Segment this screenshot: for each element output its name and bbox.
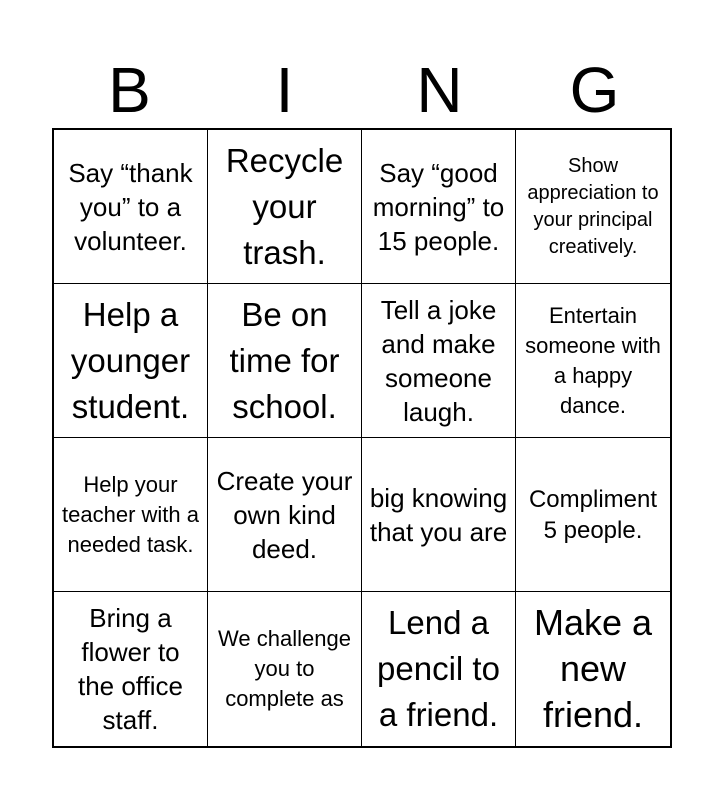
bingo-cell[interactable] (208, 130, 362, 284)
bingo-cell[interactable] (362, 592, 516, 746)
cell-text: Tell a joke and make someone laugh. (380, 294, 497, 427)
header-letter-g: G (569, 54, 620, 126)
bingo-cell[interactable] (54, 592, 208, 746)
bingo-cell[interactable] (208, 438, 362, 592)
bingo-cell[interactable] (208, 284, 362, 438)
cell-text: Say “thank you” to a volunteer. (68, 157, 193, 256)
cell-text: Recycle your trash. (225, 141, 344, 271)
bingo-board (52, 128, 672, 748)
cell-text: Say “good morning” to 15 people. (372, 157, 505, 256)
header-letter-b: B (108, 54, 151, 126)
cell-text: We challenge you to complete as (218, 626, 351, 711)
bingo-cell[interactable] (516, 284, 670, 438)
cell-text: Create your own kind deed. (216, 465, 353, 564)
cell-text: Entertain someone with a happy dance. (525, 302, 661, 418)
bingo-cell[interactable] (516, 438, 670, 592)
cell-text: Compliment 5 people. (528, 485, 658, 544)
bingo-header (52, 52, 672, 128)
cell-text: Be on time for school. (229, 295, 340, 425)
bingo-cell[interactable] (362, 130, 516, 284)
cell-text: Make a new friend. (533, 602, 653, 735)
cell-text: Show appreciation to your principal creatively. (527, 154, 659, 258)
cell-text: big knowing that you are (369, 482, 508, 547)
cell-text: Help your teacher with a needed task. (62, 471, 199, 557)
cell-text: Bring a flower to the office staff. (77, 603, 184, 735)
bingo-cell[interactable] (54, 438, 208, 592)
bingo-cell[interactable] (208, 592, 362, 746)
header-letter-i: I (275, 54, 294, 126)
bingo-cell[interactable] (516, 592, 670, 746)
bingo-cell[interactable] (54, 130, 208, 284)
bingo-cell[interactable] (516, 130, 670, 284)
cell-text: Help a younger student. (70, 295, 191, 425)
cell-text: Lend a pencil to a friend. (377, 604, 500, 733)
bingo-cell[interactable] (362, 438, 516, 592)
bingo-cell[interactable] (54, 284, 208, 438)
header-letter-n: N (416, 54, 463, 126)
bingo-cell[interactable] (362, 284, 516, 438)
